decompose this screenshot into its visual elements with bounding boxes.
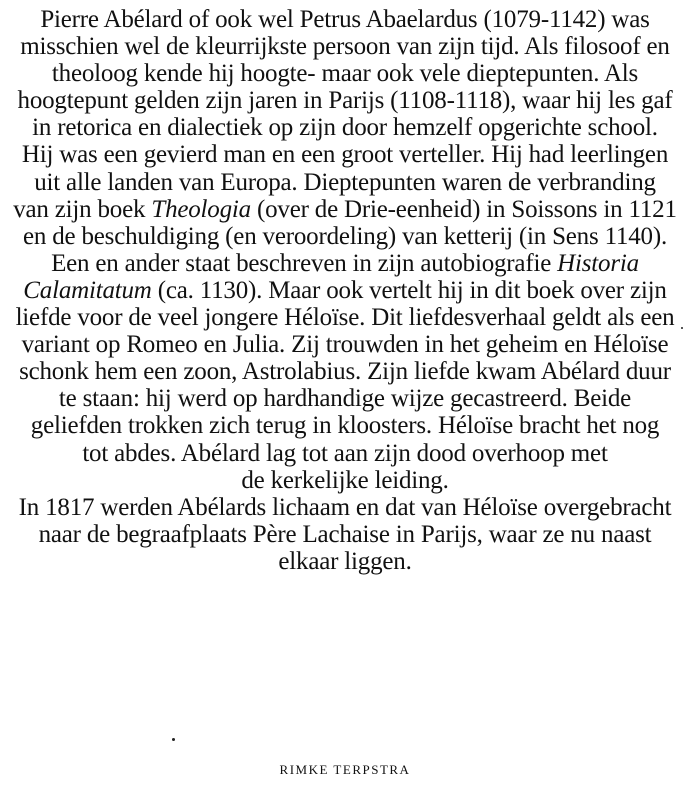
text-line: naar de begraafplaats Père Lachaise in Parijs, waar ze nu naast	[38, 520, 652, 548]
book-title-theologia: Theologia	[151, 195, 251, 223]
text-line: Pierre Abélard of ook wel Petrus Abaelardus (1079-1142) was	[40, 6, 650, 33]
text-line: te staan: hij werd op hardhandige wijze gecastreerd. Beide	[58, 385, 632, 413]
print-speck	[681, 327, 683, 329]
text-line: uit alle landen van Europa. Dieptepunten waren de verbranding	[34, 168, 656, 196]
book-title-calamitatum: Calamitatum	[23, 276, 152, 304]
text-line: tot abdes. Abélard lag tot aan zijn dood overhoop met	[82, 439, 608, 467]
text-segment: (ca. 1130). Maar ook vertelt hij in dit boek over zijn	[151, 276, 667, 304]
text-segment: (over de Drie-eenheid) in Soissons in 1121	[250, 195, 677, 223]
text-line	[0, 250, 690, 277]
text-line: In 1817 werden Abélards lichaam en dat van Héloïse overgebracht	[18, 493, 672, 521]
text-line: Hij was een gevierd man en een groot verteller. Hij had leerlingen	[21, 141, 669, 169]
text-line: schonk hem een zoon, Astrolabius. Zijn liefde kwam Abélard duur	[19, 358, 671, 386]
text-line: in retorica en dialectiek op zijn door hemzelf opgerichte school.	[32, 114, 658, 142]
text-line: variant op Romeo en Julia. Zij trouwden in het geheim en Héloïse	[21, 331, 669, 359]
text-line: en de beschuldiging (en veroordeling) van ketterij (in Sens 1140).	[22, 222, 668, 250]
text-segment: van zijn boek	[13, 195, 152, 223]
text-line	[0, 196, 690, 223]
print-speck	[172, 738, 175, 741]
text-segment: Een en ander staat beschreven in zijn autobiografie	[51, 249, 558, 277]
text-line: misschien wel de kleurrijkste persoon van zijn tijd. Als filosoof en	[20, 33, 670, 61]
text-line: elkaar liggen.	[278, 547, 412, 575]
text-line: hoogtepunt gelden zijn jaren in Parijs (1108-1118), waar hij les gaf	[17, 87, 673, 115]
book-title-historia: Historia	[557, 249, 639, 277]
text-line: liefde voor de veel jongere Héloïse. Dit liefdesverhaal geldt als een	[15, 304, 675, 332]
body-text	[0, 6, 690, 575]
text-line	[0, 277, 690, 304]
text-line: theoloog kende hij hoogte- maar ook vele dieptepunten. Als	[51, 60, 639, 88]
author-name: RIMKE TERPSTRA	[279, 762, 411, 777]
text-line: geliefden trokken zich terug in kloosters. Héloïse bracht het nog	[30, 412, 660, 440]
text-line: de kerkelijke leiding.	[241, 466, 449, 494]
